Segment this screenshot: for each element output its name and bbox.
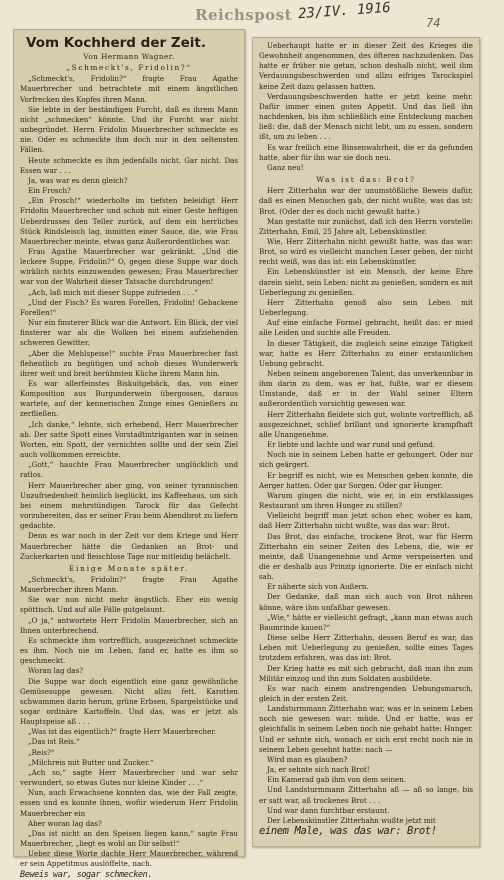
article-paragraph: Der Gedanke, daß man sich auch von Brot nähren könne, wäre ihm unfaßbar gewesen.	[259, 592, 473, 612]
article-paragraph: „Das ist nicht an den Speisen liegen kann,“ sagte Frau Mauerbrecher, „liegt es wohl an Dir selbst!“	[20, 828, 238, 849]
article-paragraph: „Und der Fisch? Es waren Forellen, Fridolin! Gebackene Forellen!“	[20, 297, 238, 317]
article-paragraph: Vielleicht begriff man jetzt schon eher, woher es kam, daß Herr Zitterhahn nicht wußte, was das war: Brot.	[259, 511, 473, 531]
article-paragraph: Heute schmeckte es ihm jedenfalls nicht. Gar nicht. Das Essen war . . .	[20, 155, 238, 175]
handwritten-insert-paragraph	[20, 870, 238, 880]
article-paragraph: „Gott,“ hauchte Frau Mauerbrecher unglücklich und ratlos.	[20, 460, 238, 480]
left-paragraph-group-2	[20, 575, 238, 870]
left-column-text	[13, 29, 245, 880]
left-paragraph-group	[20, 74, 238, 562]
article-paragraph: Herr Zitterhahn genoß also sein Leben mit Ueberlegung.	[259, 297, 473, 318]
article-paragraph: Es war allerfeinstes Biskuitgebäck, das, von einer Komposition aus Burgunderwein übergossen, daraus wartete, auf der kennerischen Zunge eines Genießers zu zerfließen.	[20, 379, 238, 419]
article-subtitle: „Schmeckt's, Fridolin?“	[66, 63, 192, 73]
right-column-text	[252, 37, 480, 837]
article-paragraph: Ueberhaupt hatte er in dieser Zeit des Krieges die Gewohnheit angenommen, des öfteren nachzudenken. Das hatte er früher nie getan, schon deshalb nicht, weil ihm Verdauungsbeschwerden und allzu eifriges Tarockspiel keine Zeit dazu gelassen hatten.	[259, 41, 473, 91]
clipping-left-column	[13, 29, 245, 880]
article-paragraph: „Schmeckt's, Fridolin?“ fragte Frau Agathe Mauerbrecher ihren Mann.	[20, 574, 238, 595]
article-paragraph: Nur ein finsterer Blick war die Antwort. Ein Blick, der viel finsterer war als die Wolken bei einem aufziehenden schweren Gewitter.	[20, 318, 238, 348]
article-paragraph: Er näherte sich von Außern.	[267, 582, 369, 592]
article-paragraph: Woran lag das?	[28, 666, 84, 676]
handwritten-closing-line: einem Male, was das war: Brot!	[259, 825, 437, 838]
handwritten-date: 23/IV. 1916	[297, 0, 392, 23]
clipping-right-column	[252, 37, 480, 847]
article-paragraph: „Ich danke,“ lehnte, sich erhebend, Herr Mauerbrecher ab. Der satte Spott eines Vorstadtintriganten war in seinen Worten, ein Spott, der vernichten sollte und der sein Ziel auch vollkommen erreichte.	[20, 419, 238, 460]
article-paragraph: Aber woran lag das?	[28, 818, 102, 828]
article-paragraph: Verdauungsbeschwerden hatte er jetzt keine mehr. Dafür immer einen guten Appetit. Und das ließ ihn nachdenken, bis ihm schließlich eine Entdeckung machen ließ: die, daß der Mensch nicht lebt, um zu essen, sondern ißt, um zu leben . . .	[259, 91, 473, 142]
article-paragraph: „Schmeckt's, Fridolin?“ fragte Frau Agathe Mauerbrecher und betrachtete mit einem ängstlichen Vorfrecken des Kopfes ihren Mann.	[20, 74, 238, 104]
article-paragraph: Er begriff es nicht, wie es Menschen geben konnte, die Aerger hatten. Oder gar Sorgen. Oder gar Hunger.	[259, 470, 473, 490]
article-paragraph: Das Brot, das einfache, trockene Brot, war für Herrn Zitterhahn ein seiner Zeiten des Lebens, die, wie er meinte, daß Unangenehme und Arme verspeiserten und die er deshalb aus Prinzip ignorierte. Die er einfach nicht sah.	[259, 531, 473, 582]
right-paragraph-group-2	[259, 186, 473, 826]
article-paragraph: „Ach, laß mich mit dieser Suppe zufrieden . . .“	[28, 287, 198, 297]
article-paragraph: Sie war nun nicht mehr ängstlich. Eher ein wenig spöttisch. Und auf alle Fälle gutgelaunt.	[20, 595, 238, 615]
article-paragraph: „Wie,“ hätte er vielleicht gefragt, „kann man etwas auch Baumrinde kauen?“	[259, 612, 473, 632]
article-title: Vom Kochherd der Zeit.	[26, 35, 206, 51]
article-paragraph: Wie, Herr Zitterhahn nicht gewußt hatte, was das war: Brot, so wird es vielleicht manchen Leser geben, der nicht recht weiß, was das ist: ein Lebenskünstler.	[259, 236, 473, 267]
article-paragraph: „Milchreis mit Butter und Zucker.“	[28, 757, 154, 767]
right-paragraph-group	[259, 41, 473, 173]
article-paragraph: „O ja,“ antwortete Herr Fridolin Mauerbrecher, sich an Ihnen unterbrechend.	[20, 615, 238, 635]
article-paragraph: Landsturmmann Zitterhahn war, was er in seinem Leben noch nie gewesen war: müde. Und er hatte, was er gleichfalls in seinem Leben noch nie gehabt hatte: Hunger. Und er sehnte sich, wonach er sich erst recht noch nie in seinem Leben gesehnt hatte: nach —	[259, 704, 473, 754]
article-paragraph: Die Suppe war doch eigentlich eine ganz gewöhnliche Gemüsesuppe gewesen. Nicht allzu fett. Karotten schwammen darin herum, grüne Erbsen, Spargelstücke und sogar ordinäre Kartoffeln. Und das, was er jetzt als Hauptspeise aß . . .	[20, 676, 238, 727]
newspaper-masthead: Reichspost	[195, 6, 293, 24]
article-paragraph: Und Landsturmmann Zitterhahn aß — aß so lange, bis er satt war, aß trockenes Brot . . .	[259, 785, 473, 805]
article-paragraph: Und war dann furchtbar erstaunt.	[267, 805, 390, 815]
article-paragraph: Diese selbe Herr Zitterhahn, dessen Beruf es war, das Leben mit Ueberlegung zu genießen, sollte eines Tages trotzdem erfahren, was das ist: Brot.	[259, 633, 473, 663]
article-paragraph: Frau Agathe Mauerbrecher war gekränkt. „Und die leckere Suppe, Fridolin?“ O, gegen diese Suppe war doch wirklich nichts einzuwenden gewesen; Frau Mauerbrecher war von der Wahrheit dieser Tatsache durchdrungen!	[20, 246, 238, 287]
article-paragraph: Es war freilich eine Binsenwahrheit, die er da gefunden hatte, aber für ihn war sie doch neu.	[259, 142, 473, 162]
article-paragraph: Ein Frosch?	[28, 186, 71, 196]
handwritten-closing-paragraph	[259, 826, 473, 837]
article-paragraph: „Das ist Reis.“	[28, 737, 80, 747]
handwritten-insert: Beweis war, sogar schmecken.	[20, 869, 153, 880]
article-paragraph: Es war nach einem anstrengenden Uebungsmarsch, gleich in der ersten Zeit.	[259, 683, 473, 703]
article-paragraph: Denn es war noch in der Zeit vor dem Kriege und Herr Mauerbrecher hätte die Gedanken an Brot- und Zuckerkarten und fleischlose Tage nur mitleidig belächelt.	[20, 531, 238, 561]
article-paragraph: Man gestatte mir zunächst, daß ich den Herrn vorstelle: Zitterhahn, Emil, 25 Jahre alt, Lebenskünstler.	[259, 216, 473, 236]
article-paragraph: Ein Kamerad gab ihm von dem seinen.	[267, 775, 407, 785]
article-paragraph: Ueber diese Worte dachte Herr Mauerbrecher, während er sein Appetitmus auslöffelte, nach.	[20, 849, 238, 869]
article-paragraph: „Reis?“	[28, 747, 55, 757]
article-paragraph: „Aber die Mehlspeise!“ suchte Frau Mauerbrecher fast flehentlich zu begütigen und schob dieses Wunderwerk ihrer weit und breit berühmten Küche ihrem Mann hin.	[20, 348, 238, 378]
article-paragraph: Wird man es glauben?	[267, 754, 348, 764]
article-paragraph: „Ein Frosch!“ wiederholte im tiefsten beleidigt Herr Fridolin Mauerbrecher und schob mit einer Geste heftigen Ueberdrusses den Teller zurück, auf dem ein herrliches Stück Rindsleisch lag, inmitten einer Sauce, die, wie Frau Mauerbrecher meinte, etwas ganz Außerordentliches war.	[20, 196, 238, 246]
article-paragraph: Ja, er sehnte sich nach Brot!	[267, 765, 370, 775]
section-heading-left: Einige Monate später.	[68, 563, 190, 573]
article-paragraph: Herr Zitterhahn war der unumstößliche Beweis dafür, daß es einen Menschen gab, der nicht wußte, was das ist: Brot. (Oder der es doch nicht gewußt hatte.)	[259, 186, 473, 216]
article-paragraph: „Ach so,“ sagte Herr Mauerbrecher und war sehr verwundert, so etwas Gutes nur kleine Kinder . . .“	[20, 767, 238, 788]
article-paragraph: Sie lebte in der beständigen Furcht, daß es ihrem Mann nicht „schmecken“ könnte. Und ihr Furcht war nicht unbegründet. Herrn Fridolin Mauerbrecher schmeckte es nie. Oder es schmeckte ihm doch nur in den seltensten Fällen.	[20, 104, 238, 155]
article-paragraph: Ein Lebenskünstler ist ein Mensch, der keine Ehre darein sieht, sein Leben: nicht zu genießen, sondern es mit Ueberlegung zu genießen.	[259, 267, 473, 297]
article-byline: Von Hermann Wagner.	[83, 52, 175, 61]
article-paragraph: Noch nie in seinem Leben hatte er gehungert. Oder nur sich geärgert.	[259, 450, 473, 470]
article-paragraph: Ganz neu!	[267, 162, 304, 172]
section-heading-right: Was ist das: Brot?	[316, 175, 416, 185]
article-paragraph: Nun, auch Erwachsene konnten das, wie der Fall zeigte, essen und es konnte ihnen, wofür wiederum Herr Fridolin Mauerbrecher ein	[20, 788, 238, 818]
article-paragraph: Ja, was war es denn gleich?	[28, 175, 128, 185]
article-paragraph: Neben seinem angeborenen Talent, das unverkennbar in ihm darin zu dem, was er hat, fußte, war er diesem Umstande, daß er in der Wahl seiner Eltern außerordentlich vorsichtig gewesen war.	[259, 369, 473, 409]
article-paragraph: Herr Mauerbrecher aber ging, von seiner tyrannischen Unzufriedenheit heimlich beglückt, ins Kaffeehaus, um sich bei einem mehrstündigen Tarock für das Gefecht vorzubereiten, das er seiner Frau beim Abendbrot zu liefern gedachte.	[20, 480, 238, 531]
article-paragraph: Er liebte und lachte und war rund und gefund.	[267, 440, 436, 450]
article-paragraph: Der Krieg hatte es mit sich gebracht, daß man ihn zum Militär einzog und ihn zum Soldaten ausbildete.	[259, 663, 473, 683]
article-paragraph: Warum gingen die nicht, wie er, in ein erstklassiges Restaurant um ihren Hunger zu stillen?	[259, 490, 473, 511]
article-paragraph: „Was ist das eigentlich?“ fragte Herr Mauerbrecher.	[28, 727, 217, 737]
article-paragraph: Auf eine einfache Formel gebracht, heißt das: er mied alle Leiden und suchte alle Freuden.	[259, 318, 473, 338]
article-paragraph: Es schmeckte ihm vortrefflich, ausgezeichnet schmeckte es ihm. Noch nie im Leben, fand er, hatte es ihm so geschmeckt.	[20, 635, 238, 666]
article-paragraph: Herr Zitterhahn fleidete sich gut, wohnte vortrefflich, aß ausgezeichnet, schlief brillant und ignorierte krampfhaft alle Unangenehme.	[259, 409, 473, 439]
article-paragraph: Der Lebenskünstler Zitterhahn wußte jetzt mit	[267, 815, 436, 825]
handwritten-page-number: 74	[426, 16, 441, 30]
article-paragraph: In dieser Tätigkeit, die zugleich seine einzige Tätigkeit war, hatte es Herr Zitterhahn zu einer erstaunlichen Uebung gebracht.	[259, 338, 473, 368]
